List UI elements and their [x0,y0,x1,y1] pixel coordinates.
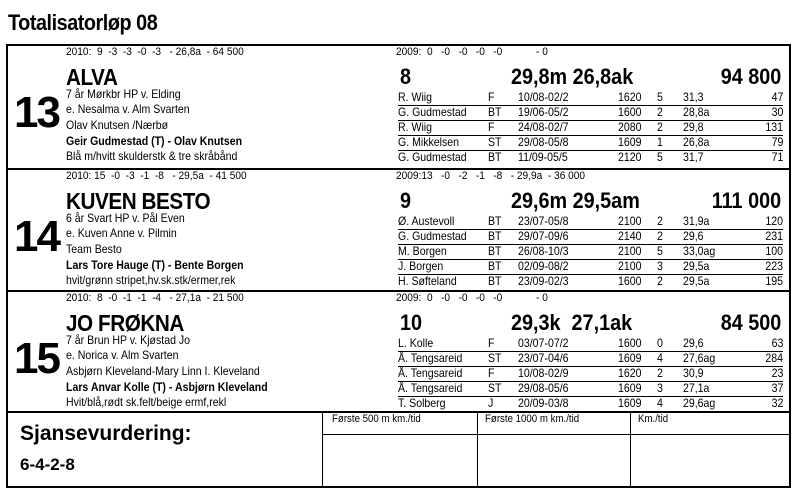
earnings: 84 500 [720,310,781,335]
colours: hvit/grønn stripet,hv.sk.stk/ermer,rek [66,273,236,287]
start-row: J. Borgen BT 02/09-08/2 2100 3 29,5a 223 [398,259,783,273]
grid-header: Første 1000 m km./tid [485,413,580,425]
horse-owner: Team Besto [66,242,122,256]
grid-header: Første 500 m km./tid [332,413,421,425]
start-number: 10 [400,310,423,335]
horse-name: KUVEN BESTO [66,188,211,214]
horse-owner: Olav Knutsen /Nærbø [66,118,169,132]
start-row: Å. Tengsareid ST 23/07-04/6 1609 4 27,6ag 284 [398,351,783,365]
race-number: 13 [14,88,59,137]
season-stats-2010: 2010: 8 -0 -1 -1 -4 - 27,1a - 21 500 [66,292,244,304]
start-row: Ø. Austevoll BT 23/07-05/8 2100 2 31,9a 120 [398,214,783,228]
colours: Blå m/hvitt skulderstk & tre skråbånd [66,149,238,163]
earnings: 94 800 [720,64,781,89]
start-row: R. Wiig F 24/08-02/7 2080 2 29,8 131 [398,120,783,134]
horse-pedigree: 6 år Svart HP v. Pål Even [66,211,185,225]
chance-assessment-label: Sjansevurdering: [20,422,192,445]
season-stats-2009: 2009:13 -0 -2 -1 -8 - 29,9a - 36 000 [396,170,586,182]
earnings: 111 000 [711,188,781,213]
start-row: G. Mikkelsen ST 29/08-05/8 1609 1 26,8a 79 [398,135,783,149]
horse-entry [8,292,789,414]
start-row: R. Wiig F 10/08-02/2 1620 5 31,3 47 [398,90,783,104]
start-row: G. Gudmestad BT 11/09-05/5 2120 5 31,7 71 [398,150,783,164]
start-row: Å. Tengsareid F 10/08-02/9 1620 2 30,9 23 [398,366,783,380]
colours: Hvit/blå,rødt sk.felt/beige ermf,rekl [66,395,227,409]
page-title: Totalisatorløp 08 [8,10,158,35]
grid-column [322,412,323,486]
grid-column [630,412,631,486]
grid-header: Km./tid [638,413,669,425]
horse-name: JO FRØKNA [66,310,184,336]
recent-starts [398,214,783,289]
grid-line [322,434,789,435]
start-row: H. Søfteland BT 23/09-02/3 1600 2 29,5a 195 [398,274,783,288]
horse-pedigree: 7 år Mørkbr HP v. Elding [66,87,181,101]
start-row: L. Kolle F 03/07-07/2 1600 0 29,6 63 [398,336,783,350]
horse-entry [8,170,789,292]
chance-assessment-value: 6-4-2-8 [20,455,75,474]
start-row: Å. Tengsareid ST 29/08-05/6 1609 3 27,1a 37 [398,381,783,395]
trainer-driver: Lars Anvar Kolle (T) - Asbjørn Kleveland [66,380,268,394]
recent-starts [398,336,783,411]
season-stats-2009: 2009: 0 -0 -0 -0 -0 - 0 [396,292,548,304]
race-number: 15 [14,334,59,383]
horse-pedigree: 7 år Brun HP v. Kjøstad Jo [66,333,191,347]
horse-dam: e. Norica v. Alm Svarten [66,348,179,362]
records: 29,8m 26,8ak [511,64,634,89]
start-number: 9 [400,188,412,213]
season-stats-2010: 2010: 9 -3 -3 -0 -3 - 26,8a - 64 500 [66,46,244,58]
recent-starts [398,90,783,165]
records: 29,6m 29,5am [511,188,640,213]
horse-name: ALVA [66,64,118,90]
trainer-driver: Lars Tore Hauge (T) - Bente Borgen [66,258,244,272]
time-grid [322,412,789,486]
start-row: M. Borgen BT 26/08-10/3 2100 5 33,0ag 100 [398,244,783,258]
start-number: 8 [400,64,412,89]
horse-entry [8,46,789,168]
start-row: G. Gudmestad BT 29/07-09/6 2140 2 29,6 231 [398,229,783,243]
season-stats-2009: 2009: 0 -0 -0 -0 -0 - 0 [396,46,548,58]
start-row: T. Solberg J 20/09-03/8 1609 4 29,6ag 32 [398,396,783,410]
race-number: 14 [14,212,59,261]
horse-dam: e. Nesalma v. Alm Svarten [66,102,190,116]
season-stats-2010: 2010: 15 -0 -3 -1 -8 - 29,5a - 41 500 [66,170,247,182]
horse-dam: e. Kuven Anne v. Pilmin [66,226,177,240]
horse-owner: Asbjørn Kleveland-Mary Linn I. Kleveland [66,364,260,378]
trainer-driver: Geir Gudmestad (T) - Olav Knutsen [66,134,243,148]
records: 29,3k 27,1ak [511,310,633,335]
start-row: G. Gudmestad BT 19/06-05/2 1600 2 28,8a 30 [398,105,783,119]
grid-column [477,412,478,486]
